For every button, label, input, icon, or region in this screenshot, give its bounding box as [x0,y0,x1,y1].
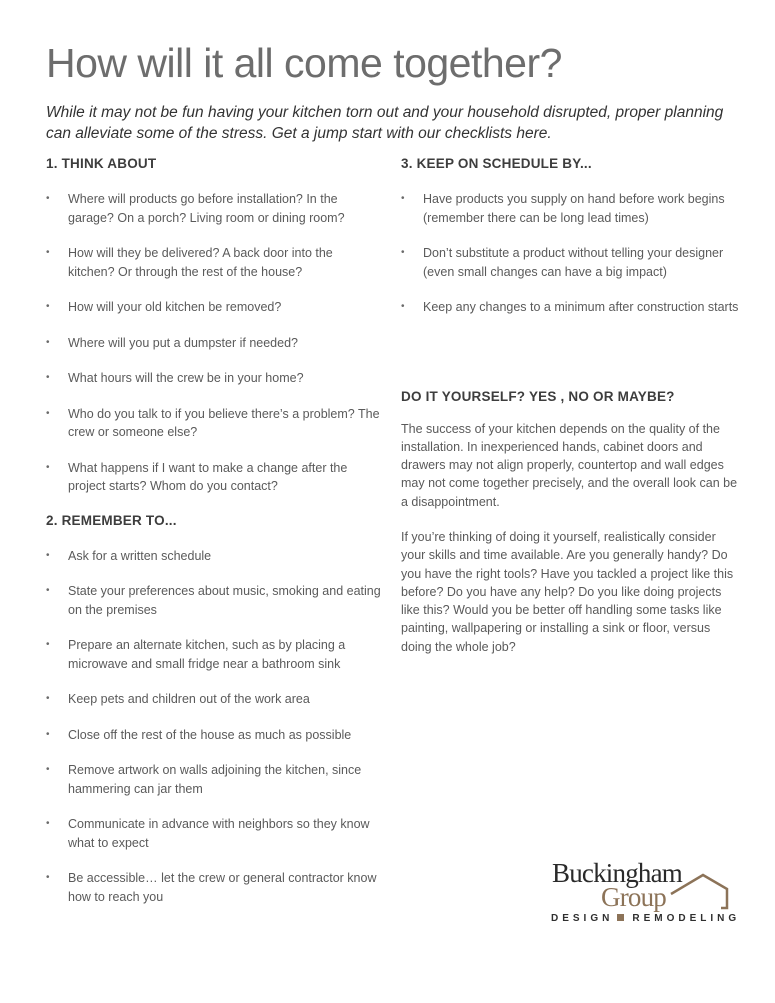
list-item: • Don’t substitute a product without telling your designer (even small changes can have a big impact) [401,244,741,281]
logo-group: Group [601,882,666,912]
list-item: • Prepare an alternate kitchen, such as by placing a microwave and small fridge near a bathroom sink [46,636,381,673]
list-item: • What hours will the crew be in your home? [46,369,381,388]
list-item: • Keep any changes to a minimum after construction starts [401,298,741,317]
keep-on-schedule-heading: 3. KEEP ON SCHEDULE BY... [401,156,592,171]
keep-on-schedule-list [401,190,741,317]
list-item: • Have products you supply on hand before work begins (remember there can be long lead times) [401,190,741,227]
house-roof-icon [669,872,731,910]
list-item: • Who do you talk to if you believe there’s a problem? The crew or someone else? [46,405,381,442]
remember-to-list [46,547,381,907]
think-about-list [46,190,381,496]
intro-text: While it may not be fun having your kitchen torn out and your household disrupted, proper planning can alleviate some of the stress. Get a jump start with our checklists here. [46,104,724,142]
page-title: How will it all come together? [46,40,562,86]
right-column [401,156,741,656]
list-item: • Where will products go before installation? In the garage? On a porch? Living room or dining room? [46,190,381,227]
list-item: • Keep pets and children out of the work area [46,690,381,709]
logo-tagline-design: DESIGN [551,913,614,924]
list-item: • Be accessible… let the crew or general contractor know how to reach you [46,869,381,906]
diy-heading: DO IT YOURSELF? YES , NO OR MAYBE? [401,388,675,404]
list-item: • What happens if I want to make a change after the project starts? Whom do you contact? [46,459,381,496]
list-item: • Ask for a written schedule [46,547,381,566]
think-about-heading: 1. THINK ABOUT [46,156,157,171]
list-item: • Close off the rest of the house as much as possible [46,726,381,745]
list-item: • How will your old kitchen be removed? [46,298,381,317]
list-item: • Where will you put a dumpster if needed? [46,334,381,353]
list-item: • Communicate in advance with neighbors so they know what to expect [46,815,381,852]
buckingham-group-logo [549,858,741,928]
diy-paragraph: The success of your kitchen depends on the quality of the installation. In inexperienced hands, cabinet doors and drawers may not align properly, countertop and wall edges may not come together precisely, and the overall look can be a disappointment. [401,421,738,509]
logo-name: Buckingham [552,858,682,888]
list-item: • Remove artwork on walls adjoining the kitchen, since hammering can jar them [46,761,381,798]
logo-tagline-remodeling: REMODELING [632,913,741,924]
diy-paragraph: If you’re thinking of doing it yourself, realistically consider your skills and time available. Are you generally handy? Do you have the right tools? Have you tackled a project like this before? Do you have any help? Do you like doing projects like this? Would you be better off handling some tasks like painting, wallpapering or installing a sink or floor, versus doing the whole job? [401,529,734,654]
remember-to-heading: 2. REMEMBER TO... [46,512,177,528]
left-column [46,156,381,923]
list-item: • State your preferences about music, smoking and eating on the premises [46,582,381,619]
logo-tagline [551,913,740,924]
square-separator-icon [617,914,624,921]
list-item: • How will they be delivered? A back door into the kitchen? Or through the rest of the house? [46,244,381,281]
